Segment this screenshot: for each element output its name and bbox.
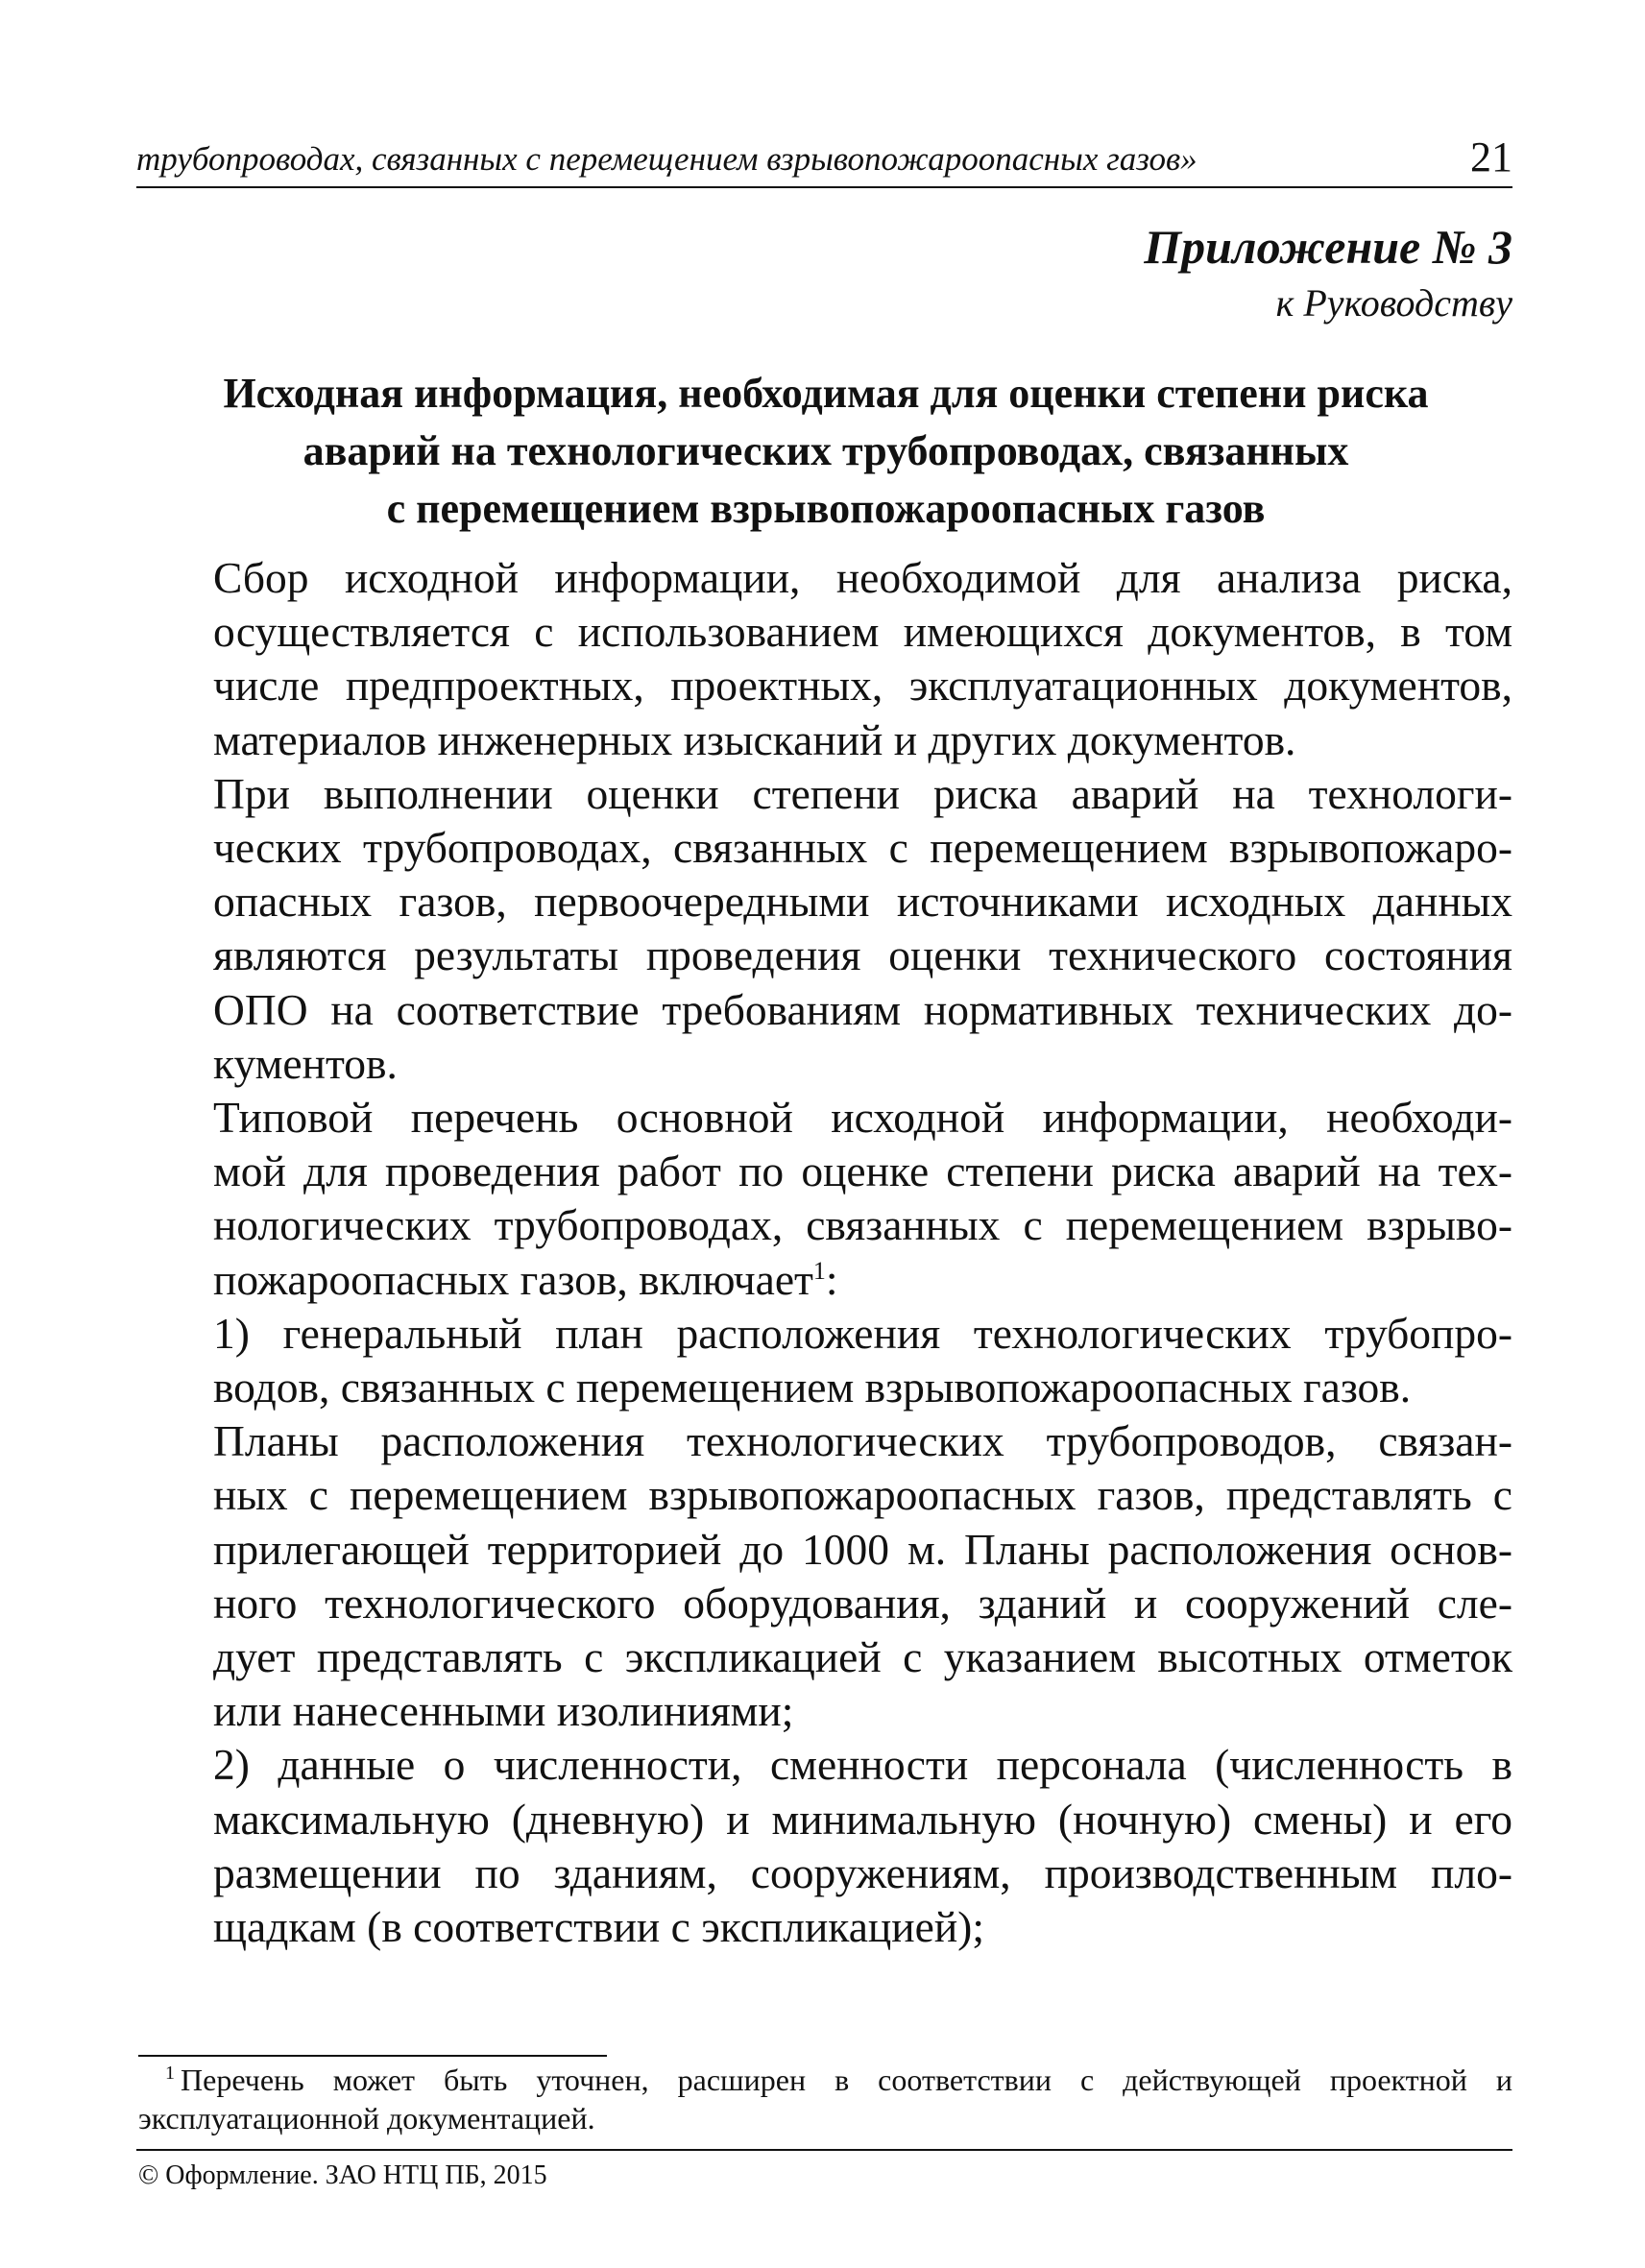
document-title-line: с перемещением взрывопожароопасных газов (386, 485, 1266, 532)
text-line-tail: : (825, 1254, 838, 1304)
text-line: мой для проведения работ по оценке степени риска аварий на тех- (213, 1146, 1512, 1196)
footnote (138, 2061, 1512, 2137)
text-line: Типовой перечень основной исходной информации, необходи- (213, 1093, 1512, 1143)
footnote-mark: 1 (165, 2063, 175, 2085)
text-line: размещении по зданиям, сооружениям, производственным пло- (213, 1847, 1512, 1897)
text-line: водов, связанных с перемещением взрывопожароопасных газов. (213, 1363, 1412, 1412)
text-line: ных с перемещением взрывопожароопасных газов, представлять с (213, 1470, 1512, 1520)
text-line: являются результаты проведения оценки технического состояния (213, 930, 1512, 980)
footnote-separator (138, 2055, 607, 2057)
text-line: опасных газов, первоочередными источниками исходных данных (213, 877, 1512, 927)
copyright-footer: © Оформление. ЗАО НТЦ ПБ, 2015 (138, 2160, 547, 2190)
paragraph (138, 767, 1512, 1091)
appendix-label (1144, 219, 1512, 332)
text-line: щадкам (в соответствии с экспликацией); (213, 1902, 984, 1952)
document-title-line: аварий на технологических трубопроводах, связанных (302, 427, 1349, 474)
page-number: 21 (1470, 133, 1512, 181)
footnote-reference[interactable]: 1 (812, 1256, 826, 1285)
text-line: Сбор исходной информации, необходимой для анализа риска, (213, 553, 1512, 602)
running-title: трубопроводах, связанных с перемещением взрывопожароопасных газов» (136, 140, 1197, 178)
running-header (136, 133, 1512, 182)
text-line: или нанесенными изолиниями; (213, 1686, 794, 1736)
paragraph (138, 551, 1512, 767)
text-line: ОПО на соответствие требованиям нормативных технических до- (213, 984, 1512, 1034)
text-line: нологических трубопроводах, связанных с перемещением взрыво- (213, 1200, 1512, 1250)
paragraph (138, 1738, 1512, 1954)
paragraph (138, 1307, 1512, 1414)
text-line: числе предпроектных, проектных, эксплуатационных документов, (213, 661, 1512, 711)
footer-rule (136, 2149, 1512, 2151)
footnote-text: Перечень может быть уточнен, расширен в соответствии с действующей проектной и эксплуатационной документацией. (138, 2063, 1512, 2135)
document-title-line: Исходная информация, необходимая для оценки степени риска (223, 370, 1429, 417)
body-text (138, 551, 1512, 1954)
text-line: осуществляется с использованием имеющихся документов, в том (213, 607, 1512, 657)
text-line: ческих трубопроводах, связанных с перемещением взрывопожаро- (213, 823, 1512, 873)
appendix-title: Приложение № 3 (1144, 220, 1512, 274)
text-line: максимальную (дневную) и минимальную (ночную) смены) и его (213, 1794, 1512, 1844)
text-line: 1) генеральный план расположения технологических трубопро- (213, 1308, 1512, 1358)
paragraph (138, 1414, 1512, 1738)
text-line: дует представлять с экспликацией с указанием высотных отметок (213, 1632, 1512, 1682)
text-line: Планы расположения технологических трубопроводов, связан- (213, 1416, 1512, 1466)
text-line: прилегающей территорией до 1000 м. Планы расположения основ- (213, 1524, 1512, 1574)
text-line: ного технологического оборудования, зданий и сооружений сле- (213, 1578, 1512, 1628)
text-line (138, 1253, 1512, 1307)
text-line: При выполнении оценки степени риска аварий на технологи- (213, 768, 1512, 818)
appendix-subtitle: к Руководству (1275, 281, 1512, 325)
header-rule (136, 186, 1512, 188)
text-line: кументов. (213, 1038, 398, 1088)
text-line: материалов инженерных изысканий и других документов. (213, 714, 1296, 764)
text-line: 2) данные о численности, сменности персонала (численность в (213, 1740, 1512, 1790)
document-title (144, 365, 1508, 538)
text-line-content: пожароопасных газов, включает (213, 1254, 813, 1304)
paragraph (138, 1091, 1512, 1307)
